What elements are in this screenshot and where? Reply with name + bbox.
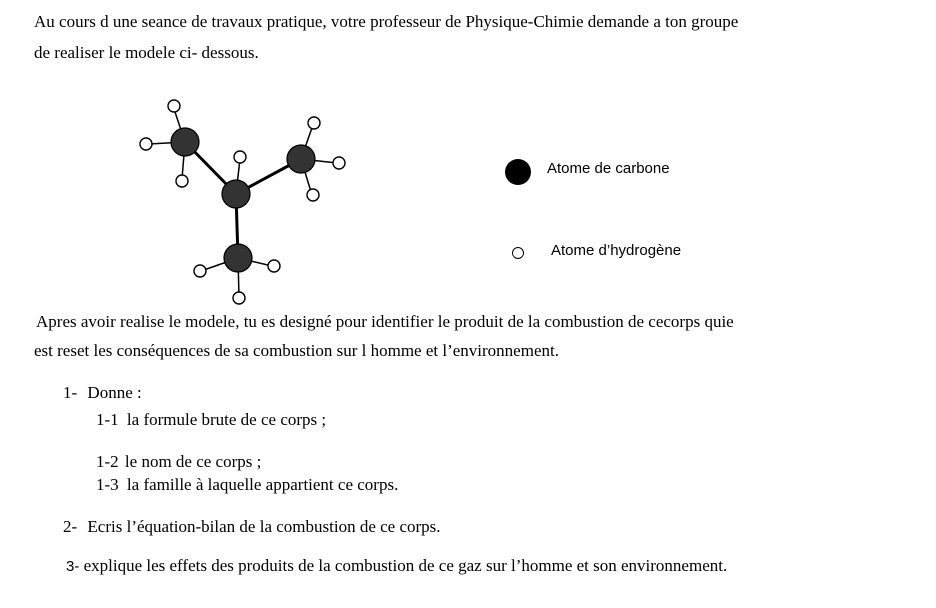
intro-line-2: de realiser le modele ci- dessous. <box>34 43 259 62</box>
hydrogen-atom <box>168 100 180 112</box>
question-1-3 <box>96 474 398 496</box>
hydrogen-atom <box>140 138 152 150</box>
question-3-text: explique les effets des produits de la combustion de ce gaz sur l’homme et son environnement. <box>83 556 728 575</box>
hydrogen-atom <box>308 117 320 129</box>
hydrogen-atom <box>234 151 246 163</box>
question-3-number: 3- <box>66 558 80 575</box>
question-2-number: 2- <box>63 517 78 536</box>
legend-carbon-label: Atome de carbone <box>547 160 670 177</box>
context-line-2: est reset les conséquences de sa combustion sur l homme et l’environnement. <box>34 341 559 360</box>
hydrogen-atom <box>333 157 345 169</box>
question-1-2 <box>96 451 261 473</box>
carbon-atom <box>171 128 199 156</box>
question-1-1 <box>96 409 326 431</box>
question-1-2-text: le nom de ce corps ; <box>124 452 262 471</box>
question-3 <box>66 555 727 578</box>
question-1-2-number: 1-2 <box>96 452 119 471</box>
question-2-text: Ecris l’équation-bilan de la combustion de ce corps. <box>87 517 441 536</box>
carbon-atom <box>224 244 252 272</box>
hydrogen-atom <box>268 260 280 272</box>
context-line-1: Apres avoir realise le modele, tu es designé pour identifier le produit de la combustion de cecorps quie <box>36 312 734 331</box>
question-1-3-number: 1-3 <box>96 475 119 494</box>
hydrogen-atom <box>176 175 188 187</box>
question-1-1-number: 1-1 <box>96 410 119 429</box>
molecule-model <box>130 95 360 310</box>
question-1-text: Donne : <box>87 383 142 402</box>
question-1-3-text: la famille à laquelle appartient ce corps. <box>126 475 399 494</box>
question-1 <box>63 382 142 404</box>
legend-hydrogen-label: Atome d’hydrogène <box>551 242 682 259</box>
carbon-atom <box>222 180 250 208</box>
intro-line-1: Au cours d une seance de travaux pratique, votre professeur de Physique-Chimie demande a ton groupe <box>34 12 739 31</box>
question-2 <box>63 516 441 538</box>
hydrogen-atom <box>194 265 206 277</box>
legend-hydrogen-icon <box>512 247 524 259</box>
hydrogen-atom <box>233 292 245 304</box>
carbon-atoms <box>171 128 315 272</box>
hydrogen-atom <box>307 189 319 201</box>
carbon-atom <box>287 145 315 173</box>
question-1-number: 1- <box>63 383 78 402</box>
legend-carbon-icon <box>505 159 531 185</box>
question-1-1-text: la formule brute de ce corps ; <box>126 410 327 429</box>
